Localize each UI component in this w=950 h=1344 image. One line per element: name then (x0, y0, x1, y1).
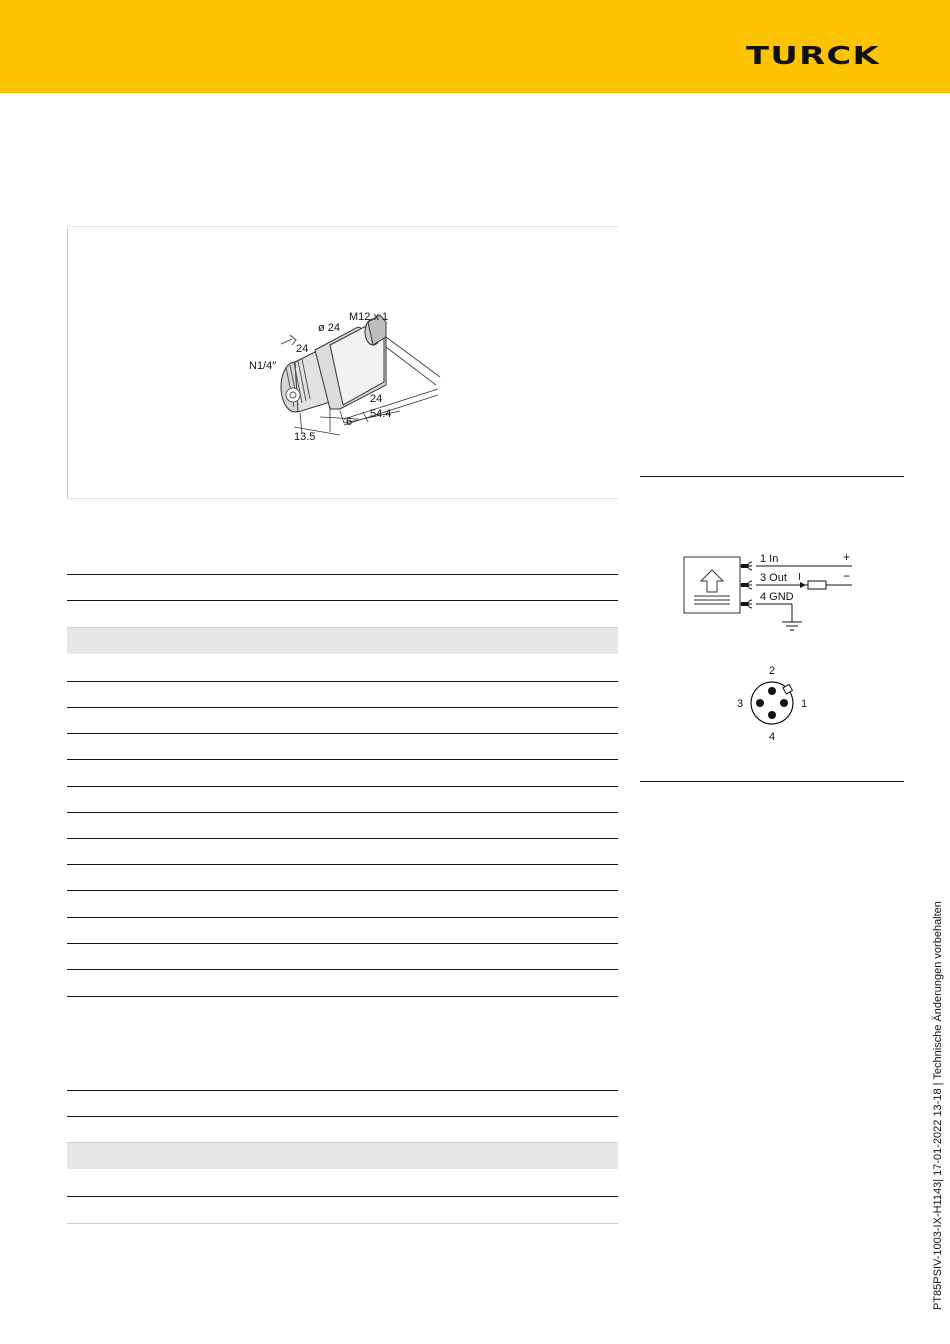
table1-rule (67, 707, 618, 708)
label-wrench: 24 (296, 343, 309, 355)
pin-label-1: 1 (801, 698, 808, 710)
plus-sign: + (843, 550, 851, 564)
label-len-54: 54.4 (370, 408, 392, 420)
connector-section-rule (640, 781, 904, 782)
pressure-arrow-icon (694, 570, 730, 604)
wiring-section-rule (640, 476, 904, 477)
label-len-24: 24 (370, 393, 383, 405)
table2-rule-bottom (67, 1223, 618, 1224)
brand-header (0, 0, 950, 93)
wire-label-gnd: 4 GND (760, 591, 794, 603)
table2-rule (67, 1116, 618, 1117)
table1-rule (67, 838, 618, 839)
wrench-icon (281, 335, 296, 345)
label-len-6: 6 (346, 416, 353, 428)
table1-rule (67, 890, 618, 891)
turck-logo (713, 41, 913, 70)
table1-rule (67, 600, 618, 601)
table2-rule (67, 1196, 618, 1197)
table1-rule (67, 812, 618, 813)
table1-section-row (67, 628, 618, 654)
current-label: I (798, 572, 801, 583)
table1-rule (67, 786, 618, 787)
table1-rule-top (67, 574, 618, 575)
table2-section-row (67, 1143, 618, 1169)
wiring-diagram (680, 548, 860, 643)
table2-rule-top (67, 1090, 618, 1091)
pin-label-4: 4 (769, 731, 776, 742)
document-footer-sidebar: PT85PSIV-1003-IX-H1143| 17-01-2022 13-18 | Technische Änderungen vorbehalten (932, 901, 944, 1310)
label-n14: N1/4″ (249, 360, 277, 372)
wire-label-out: 3 Out (760, 572, 787, 584)
sensor-dimension-svg (68, 227, 619, 500)
label-len-13: 13.5 (294, 431, 316, 443)
logo-wordmark: TURCK (745, 41, 881, 70)
dimension-drawing (67, 226, 618, 499)
table1-rule-bottom (67, 996, 618, 997)
pin-label-2: 2 (769, 665, 776, 677)
table1-rule (67, 759, 618, 760)
minus-sign: − (843, 569, 851, 583)
table1-rule (67, 943, 618, 944)
pin-label-3: 3 (737, 698, 744, 710)
table1-rule (67, 864, 618, 865)
label-m12: M12 x 1 (349, 311, 389, 323)
table1-rule (67, 917, 618, 918)
connector-pinout (730, 660, 815, 742)
wire-label-in: 1 In (760, 553, 779, 565)
table1-rule (67, 969, 618, 970)
label-diameter: ø 24 (318, 322, 341, 334)
table1-rule (67, 733, 618, 734)
table1-rule (67, 681, 618, 682)
